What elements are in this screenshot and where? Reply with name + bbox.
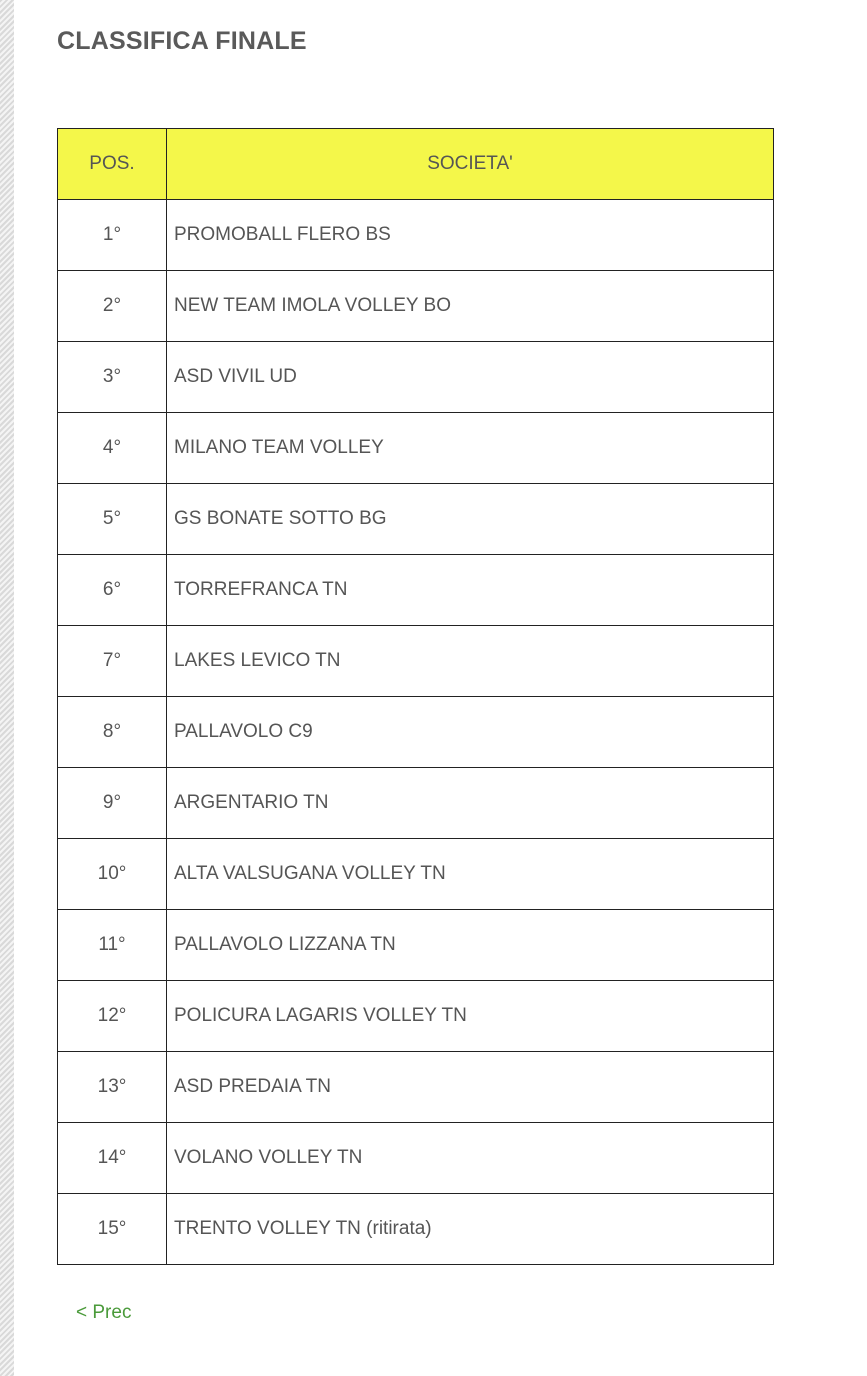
table-row [58, 1123, 774, 1194]
cell-position: 7° [58, 626, 167, 697]
cell-position: 2° [58, 271, 167, 342]
cell-team: GS BONATE SOTTO BG [167, 484, 774, 555]
table-row [58, 910, 774, 981]
cell-team: TRENTO VOLLEY TN (ritirata) [167, 1194, 774, 1265]
table-row [58, 1052, 774, 1123]
cell-position: 9° [58, 768, 167, 839]
cell-position: 13° [58, 1052, 167, 1123]
table-row [58, 484, 774, 555]
header-position: POS. [58, 129, 167, 200]
table-header-row [58, 129, 774, 200]
left-edge-stripe [0, 0, 14, 1376]
cell-position: 8° [58, 697, 167, 768]
cell-position: 10° [58, 839, 167, 910]
cell-position: 15° [58, 1194, 167, 1265]
cell-position: 1° [58, 200, 167, 271]
cell-position: 14° [58, 1123, 167, 1194]
table-row [58, 697, 774, 768]
cell-team: PROMOBALL FLERO BS [167, 200, 774, 271]
cell-position: 3° [58, 342, 167, 413]
table-row [58, 981, 774, 1052]
cell-team: POLICURA LAGARIS VOLLEY TN [167, 981, 774, 1052]
cell-position: 5° [58, 484, 167, 555]
table-row [58, 768, 774, 839]
table-row [58, 626, 774, 697]
cell-team: NEW TEAM IMOLA VOLLEY BO [167, 271, 774, 342]
cell-team: ASD VIVIL UD [167, 342, 774, 413]
prev-page-link[interactable]: < Prec [76, 1302, 132, 1323]
header-team: SOCIETA' [167, 129, 774, 200]
cell-position: 11° [58, 910, 167, 981]
cell-team: ASD PREDAIA TN [167, 1052, 774, 1123]
cell-team: ALTA VALSUGANA VOLLEY TN [167, 839, 774, 910]
table-row [58, 342, 774, 413]
table-row [58, 413, 774, 484]
cell-position: 6° [58, 555, 167, 626]
table-row [58, 839, 774, 910]
standings-table [57, 128, 774, 1265]
table-row [58, 271, 774, 342]
table-row [58, 200, 774, 271]
cell-position: 12° [58, 981, 167, 1052]
cell-team: PALLAVOLO C9 [167, 697, 774, 768]
cell-team: LAKES LEVICO TN [167, 626, 774, 697]
table-row [58, 1194, 774, 1265]
cell-team: PALLAVOLO LIZZANA TN [167, 910, 774, 981]
cell-position: 4° [58, 413, 167, 484]
cell-team: MILANO TEAM VOLLEY [167, 413, 774, 484]
cell-team: ARGENTARIO TN [167, 768, 774, 839]
page-title: CLASSIFICA FINALE [57, 27, 307, 55]
table-row [58, 555, 774, 626]
cell-team: TORREFRANCA TN [167, 555, 774, 626]
cell-team: VOLANO VOLLEY TN [167, 1123, 774, 1194]
